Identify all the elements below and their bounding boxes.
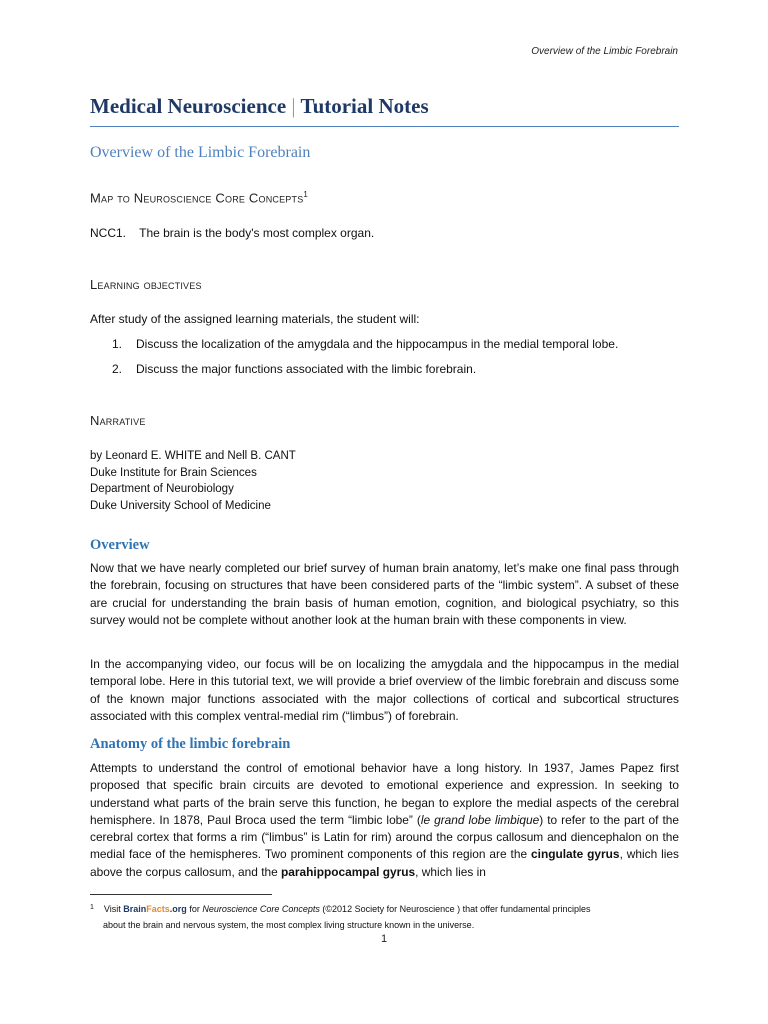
objective-number: 1.: [112, 337, 123, 351]
objective-item: [112, 362, 476, 376]
objective-text: Discuss the major functions associated with the limbic forebrain.: [136, 362, 477, 376]
objective-number: 2.: [112, 362, 123, 376]
title-right: Tutorial Notes: [300, 94, 429, 118]
author-block: [90, 448, 296, 514]
learning-intro: After study of the assigned learning materials, the student will:: [90, 312, 420, 326]
footnote-rule: [90, 894, 272, 895]
anatomy-text: Attempts to understand the control of emotional behavior have a long history. In 1937, James Papez first proposed that specific brain circuits are devoted to emotional experience and expression. In seeking to understand what parts of the brain serve this function, he began to explore the medial aspects of the cerebral hemisphere. In 1878, Paul Broca used the term “limbic lobe” (: [90, 761, 679, 827]
running-header: Overview of the Limbic Forebrain: [531, 46, 678, 57]
ncc-label: NCC1.: [90, 226, 127, 240]
footnote-for: for: [189, 904, 200, 914]
footnote: [90, 902, 680, 932]
page-subtitle: Overview of the Limbic Forebrain: [90, 144, 311, 161]
footnote-mark: 1: [90, 904, 94, 911]
objective-item: [112, 337, 618, 351]
footnote-line-2: about the brain and nervous system, the most complex living structure known in the universe.: [103, 920, 475, 930]
footnote-ref[interactable]: 1: [303, 190, 309, 199]
title-rule: [90, 126, 679, 127]
anatomy-paragraph: [90, 760, 679, 881]
narrative-heading: Narrative: [90, 413, 146, 428]
anatomy-italic-term: le grand lobe limbique: [420, 812, 540, 827]
anatomy-text: , which lies above the corpus callosum, and the: [90, 847, 679, 879]
anatomy-text: , which lies in: [415, 864, 486, 879]
overview-paragraph-1: Now that we have nearly completed our brief survey of human brain anatomy, let’s make one final pass through the forebrain, focusing on structures that have been considered parts of the “limbic system”. A subset of these are crucial for understanding the brain basis of human emotion, cognition, and biological psychiatry, so this survey would not be complete without another look at the human brain with these components in view.: [90, 561, 679, 627]
ncc-text: The brain is the body's most complex organ.: [139, 226, 375, 240]
map-heading-text: Map to Neuroscience Core Concepts: [90, 190, 304, 206]
title-left: Medical Neuroscience: [90, 94, 287, 118]
brainfacts-link[interactable]: BrainFacts.org: [123, 904, 187, 914]
anatomy-heading: Anatomy of the limbic forebrain: [90, 736, 291, 752]
document-title: [90, 94, 429, 119]
ncc-line: [90, 226, 374, 240]
overview-heading: Overview: [90, 537, 150, 553]
learning-heading: Learning objectives: [90, 277, 202, 292]
term-parahippocampal-gyrus: parahippocampal gyrus: [281, 864, 416, 879]
page-number: 1: [380, 933, 388, 945]
footnote-rest: (©2012 Society for Neuroscience ) that offer fundamental principles: [322, 904, 591, 914]
objective-text: Discuss the localization of the amygdala and the hippocampus in the medial temporal lobe.: [136, 337, 619, 351]
affiliation: Duke Institute for Brain Sciences: [90, 466, 257, 479]
affiliation: Duke University School of Medicine: [90, 499, 271, 512]
footnote-italic: Neuroscience Core Concepts: [202, 904, 320, 914]
overview-paragraph-2: In the accompanying video, our focus will be on localizing the amygdala and the hippocampus in the medial temporal lobe. Here in this tutorial text, we will provide a brief overview of the limbic forebrain and discuss some of the known major functions associated with the major collections of cortical and subcortical structures associated with this complex ventral-medial rim (“limbus”) of forebrain.: [90, 657, 679, 723]
affiliation: Department of Neurobiology: [90, 483, 234, 495]
term-cingulate-gyrus: cingulate gyrus: [531, 847, 620, 862]
footnote-visit: Visit: [103, 904, 121, 914]
title-separator: |: [291, 94, 296, 118]
map-heading: [90, 190, 308, 205]
anatomy-text: ) to refer to the part of the cerebral cortex that forms a rim (“limbus” is Latin for rim) around the corpus callosum and diencephalon on the medial face of the hemispheres. Two prominent components of this region are the: [90, 812, 679, 862]
byline: by Leonard E. WHITE and Nell B. CANT: [90, 450, 296, 462]
